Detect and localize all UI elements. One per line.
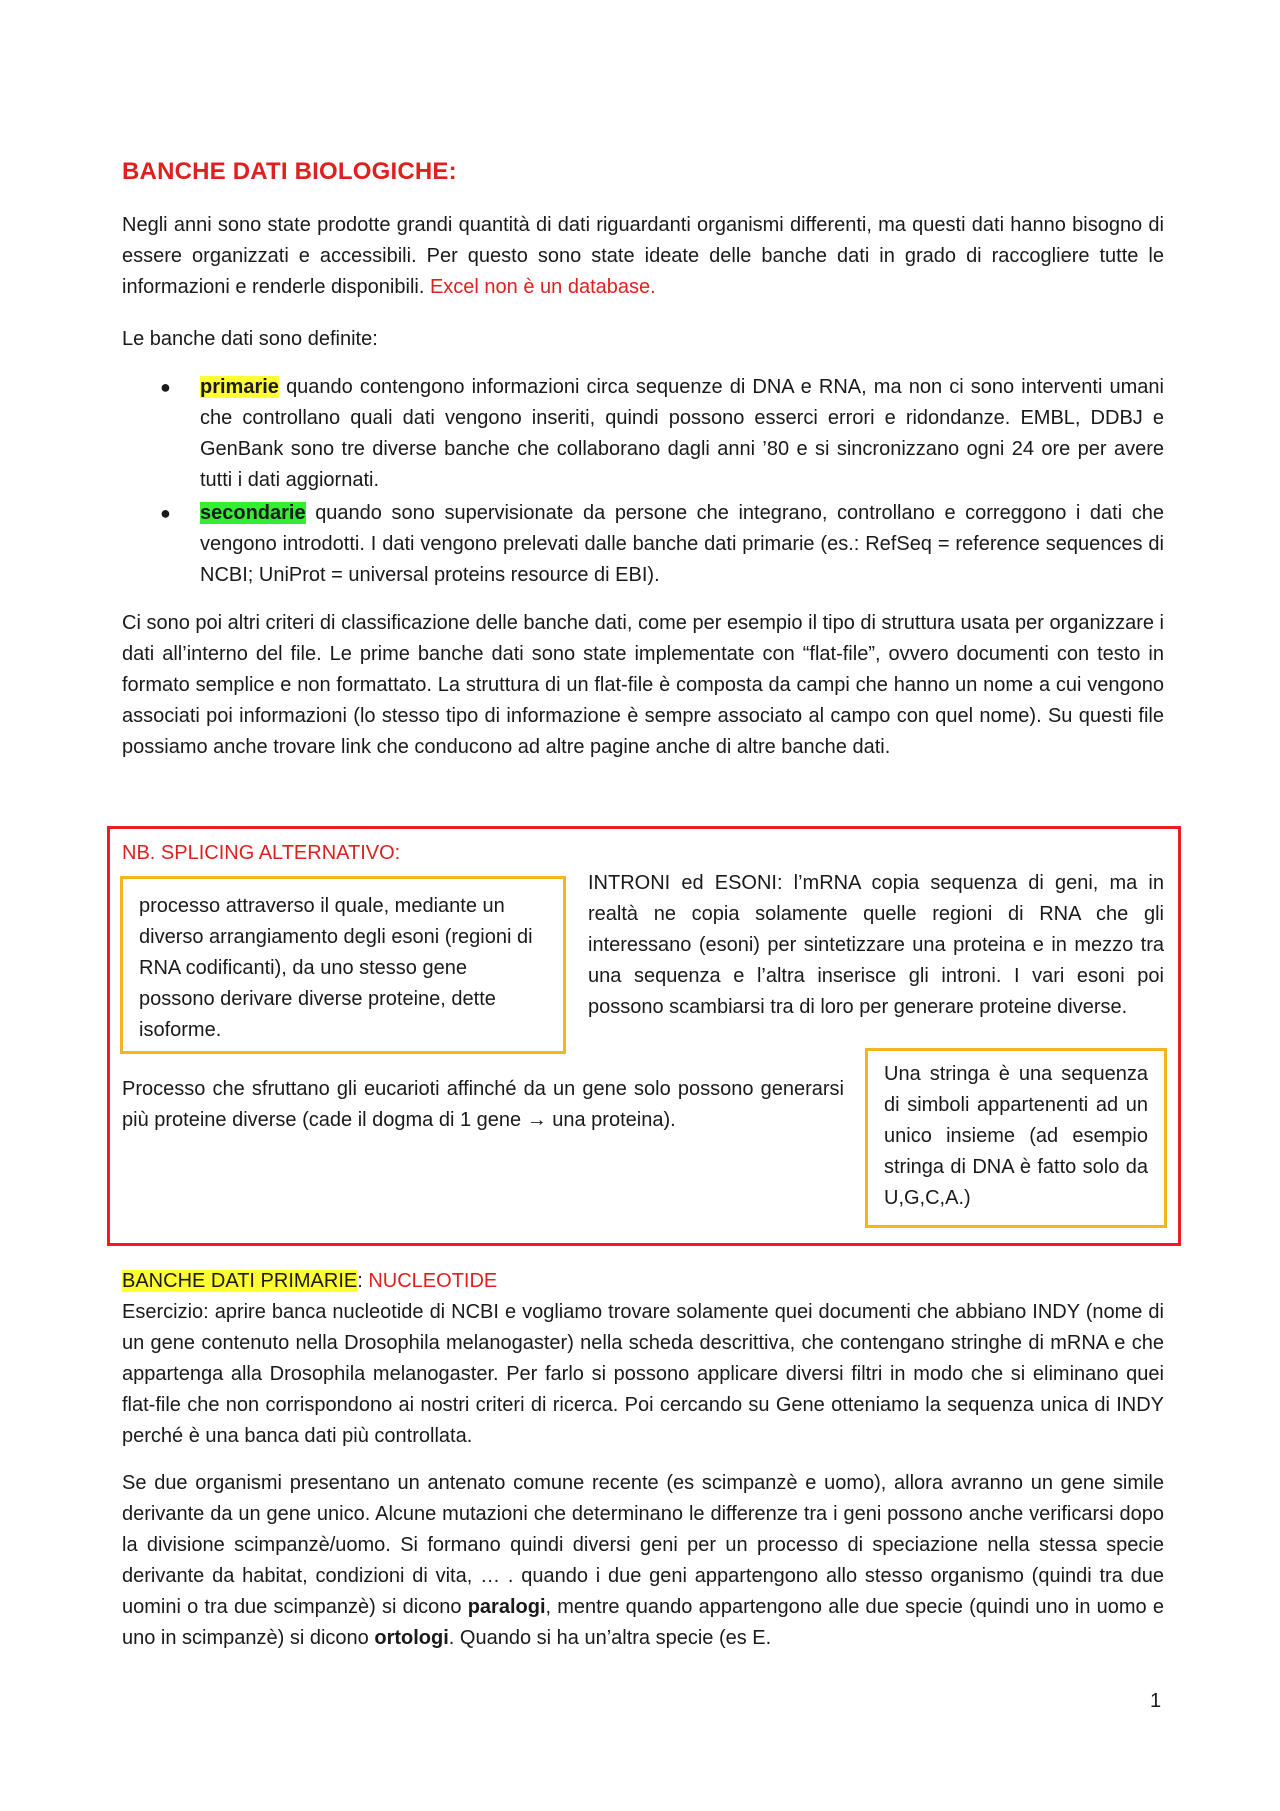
homology-term-ortologi: ortologi (374, 1627, 449, 1649)
bullet-item-secondarie (160, 498, 1164, 591)
bullet-text: quando contengono informazioni circa sequenze di DNA e RNA, ma non ci sono interventi umani che controllano quali dati vengono inseriti, quindi possono esserci errori e ridondanze. EMBL, DDBJ e GenBank sono tre diverse banche che collaborano dagli anni ’80 e si sincronizzano ogni 24 ore per avere tutti i dati aggiornati. (200, 376, 1164, 491)
bullet-list (160, 372, 1164, 591)
string-note: Una stringa è una sequenza di simboli appartenenti ad un unico insieme (ad esempio stringa di DNA è fatto solo da U,G,C,A.) (884, 1063, 1148, 1209)
classification-paragraph: Ci sono poi altri criteri di classificazione delle banche dati, come per esempio il tipo di struttura usata per organizzare i dati all’interno del file. Le prime banche dati sono state implementate con “flat-file”, ovvero documenti con testo in formato semplice e non formattato. La struttura di un flat-file è composta da campi che hanno un nome a cui vengono associati poi informazioni (lo stesso tipo di informazione è sempre associato al campo con quel nome). Su questi file possiamo anche trovare link che conducono ad altre pagine anche di altre banche dati. (122, 612, 1164, 758)
bullet-term: secondarie (200, 502, 306, 524)
exercise-paragraph: Esercizio: aprire banca nucleotide di NCBI e vogliamo trovare solamente quei documenti che abbiano INDY (nome di un gene contenuto nella Drosophila melanogaster) nella scheda descrittiva, che contengano stringhe di mRNA e che appartenga alla Drosophila melanogaster. Per farlo si possono applicare diversi filtri in modo che si eliminano quei flat-file che non corrispondono ai nostri criteri di ricerca. Poi cercando su Gene otteniamo la sequenza unica di INDY perché è una banca dati più controllata. (122, 1301, 1164, 1447)
homology-part2: , mentre quando appartengono alle due specie (quindi uno in uomo e uno in scimpanzè) si dicono (122, 1596, 1164, 1649)
homology-part3: . Quando si ha un’altra specie (es E. (448, 1627, 772, 1649)
bullet-text: quando sono supervisionate da persone che integrano, controllano e correggono i dati che vengono introdotti. I dati vengono prelevati dalle banche dati primarie (es.: RefSeq = reference sequences di NCBI; UniProt = universal proteins resource di EBI). (200, 502, 1164, 586)
bullet-icon: ● (160, 377, 171, 397)
primary-separator: : (357, 1270, 363, 1292)
primary-section (122, 1266, 1164, 1452)
intro-note: Excel non è un database. (429, 276, 656, 298)
bullet-item-primarie (160, 372, 1164, 496)
intro-paragraph (122, 210, 1164, 303)
homology-term-paralogi: paralogi (467, 1596, 546, 1618)
eukaryotes-paragraph: Processo che sfruttano gli eucarioti affinché da un gene solo possono generarsi più proteine diverse (cade il dogma di 1 gene → una proteina). (122, 1078, 844, 1131)
homology-paragraph (122, 1468, 1164, 1654)
intro-text: Negli anni sono state prodotte grandi quantità di dati riguardanti organismi differenti, ma questi dati hanno bisogno di essere organizzati e accessibili. Per questo sono state ideate delle banche dati in grado di raccogliere tutte le informazioni e renderle disponibili. (122, 214, 1164, 298)
primary-sublabel: NUCLEOTIDE (368, 1270, 498, 1292)
introns-exons-paragraph: INTRONI ed ESONI: l’mRNA copia sequenza di geni, ma in realtà ne copia solamente quelle regioni di RNA che gli interessano (esoni) per sintetizzare una proteina e in mezzo tra una sequenza e l’altra inserisce gli introni. I vari esoni poi possono scambiarsi tra di loro per generare proteine diverse. (588, 872, 1164, 1018)
bullet-term: primarie (200, 376, 279, 398)
nb-heading: NB. SPLICING ALTERNATIVO: (122, 842, 401, 864)
splicing-definition-box (120, 876, 566, 1054)
string-note-box (865, 1048, 1167, 1228)
homology-part1: Se due organismi presentano un antenato comune recente (es scimpanzè e uomo), allora avranno un gene simile derivante da un gene unico. Alcune mutazioni che determinano le differenze tra i geni possono anche verificarsi dopo la divisione scimpanzè/uomo. Si formano quindi diversi geni per un processo di speciazione nella stessa specie derivante da habitat, condizioni di vita, … . quando i due geni appartengono allo stesso organismo (quindi tra due uomini o tra due scimpanzè) si dicono (122, 1472, 1164, 1618)
page-number: 1 (1150, 1690, 1162, 1712)
bullet-icon: ● (160, 503, 171, 523)
splicing-definition: processo attraverso il quale, mediante un diverso arrangiamento degli esoni (regioni di RNA codificanti), da uno stesso gene possono derivare diverse proteine, dette isoforme. (139, 895, 533, 1041)
definition-lead: Le banche dati sono definite: (122, 328, 378, 350)
primary-label: BANCHE DATI PRIMARIE (122, 1270, 358, 1292)
page-title: BANCHE DATI BIOLOGICHE: (122, 158, 457, 185)
primary-section-heading (122, 1266, 1164, 1297)
